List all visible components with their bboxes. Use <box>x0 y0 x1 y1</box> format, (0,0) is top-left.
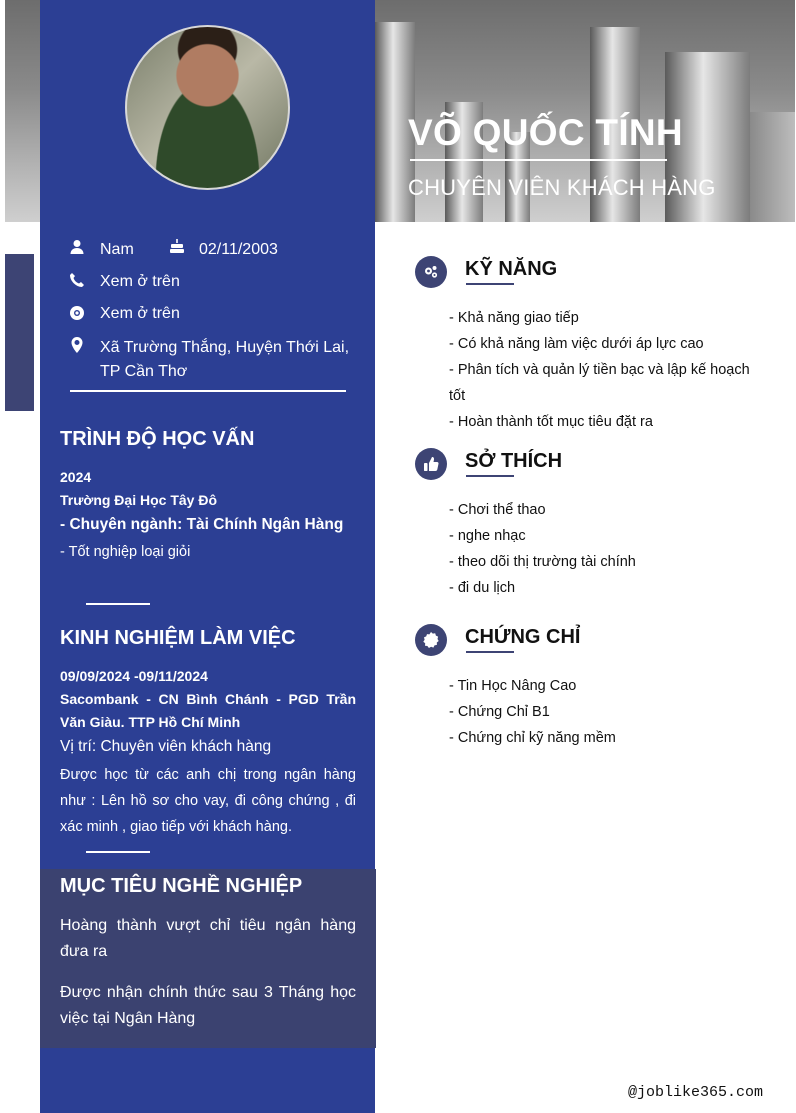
certificates-list <box>449 673 769 751</box>
certificate-item: - Chứng chỉ kỹ năng mềm <box>449 730 616 746</box>
education-result: - Tốt nghiệp loại giỏi <box>60 544 191 560</box>
address: Xã Trường Thắng, Huyện Thới Lai, TP Cần Thơ <box>100 339 350 380</box>
certificates-underline <box>466 651 514 653</box>
skills-underline <box>466 283 514 285</box>
phone: Xem ở trên <box>100 273 180 290</box>
badge-icon <box>415 624 447 656</box>
skills-title: KỸ NĂNG <box>465 258 558 280</box>
birthday: 02/11/2003 <box>199 241 278 258</box>
job-title: CHUYÊN VIÊN KHÁCH HÀNG <box>408 175 716 200</box>
skyline-building <box>750 112 795 222</box>
watermark: @joblike365.com <box>628 1084 764 1101</box>
education-title: TRÌNH ĐỘ HỌC VẤN <box>60 428 255 450</box>
section-divider <box>86 603 150 605</box>
hobbies-list <box>449 497 769 601</box>
contact-divider <box>70 390 346 392</box>
skills-list <box>449 305 769 435</box>
skill-item: - Khả năng giao tiếp <box>449 310 579 326</box>
candidate-name: VÕ QUỐC TÍNH <box>408 112 683 153</box>
hobby-item: - nghe nhạc <box>449 528 526 544</box>
goals-title: MỤC TIÊU NGHỀ NGHIỆP <box>60 875 303 897</box>
avatar <box>125 25 290 190</box>
email: Xem ở trên <box>100 305 180 322</box>
certificate-item: - Chứng Chỉ B1 <box>449 704 550 720</box>
certificates-title: CHỨNG CHỈ <box>465 626 581 648</box>
hobby-item: - Chơi thể thao <box>449 502 546 518</box>
gender: Nam <box>100 241 134 258</box>
experience-period: 09/09/2024 -09/11/2024 <box>60 668 208 684</box>
accent-bar <box>5 254 34 411</box>
gears-icon <box>415 256 447 288</box>
goal-item: Hoàng thành vượt chỉ tiêu ngân hàng đưa ra <box>60 917 356 960</box>
section-divider <box>86 851 150 853</box>
phone-icon <box>69 272 85 288</box>
education-major: - Chuyên ngành: Tài Chính Ngân Hàng <box>60 516 344 533</box>
experience-company: Sacombank - CN Bình Chánh - PGD Trần Văn Giàu. TTP Hồ Chí Minh <box>60 691 356 730</box>
hobby-item: - theo dõi thị trường tài chính <box>449 554 636 570</box>
cake-icon <box>169 238 185 254</box>
experience-description: Được học từ các anh chị trong ngân hàng như : Lên hồ sơ cho vay, đi công chứng , đi xác minh , giao tiếp với khách hàng. <box>60 767 356 835</box>
certificate-item: - Tin Học Nâng Cao <box>449 678 577 694</box>
name-underline <box>410 159 667 161</box>
goal-item: Được nhận chính thức sau 3 Tháng học việc tại Ngân Hàng <box>60 984 356 1027</box>
hobby-item: - đi du lịch <box>449 580 516 596</box>
skill-item: - Hoàn thành tốt mục tiêu đặt ra <box>449 414 653 430</box>
user-icon <box>69 239 85 255</box>
experience-position: Vị trí: Chuyên viên khách hàng <box>60 738 272 755</box>
hobbies-underline <box>466 475 514 477</box>
education-year: 2024 <box>60 469 92 485</box>
email-icon <box>69 305 85 321</box>
skill-item: - Phân tích và quản lý tiền bạc và lập kế hoạch tốt <box>449 362 750 404</box>
location-icon <box>69 337 85 353</box>
education-school: Trường Đại Học Tây Đô <box>60 492 218 508</box>
thumbs-up-icon <box>415 448 447 480</box>
skill-item: - Có khả năng làm việc dưới áp lực cao <box>449 336 704 352</box>
experience-title: KINH NGHIỆM LÀM VIỆC <box>60 627 296 649</box>
hobbies-title: SỞ THÍCH <box>465 450 563 472</box>
